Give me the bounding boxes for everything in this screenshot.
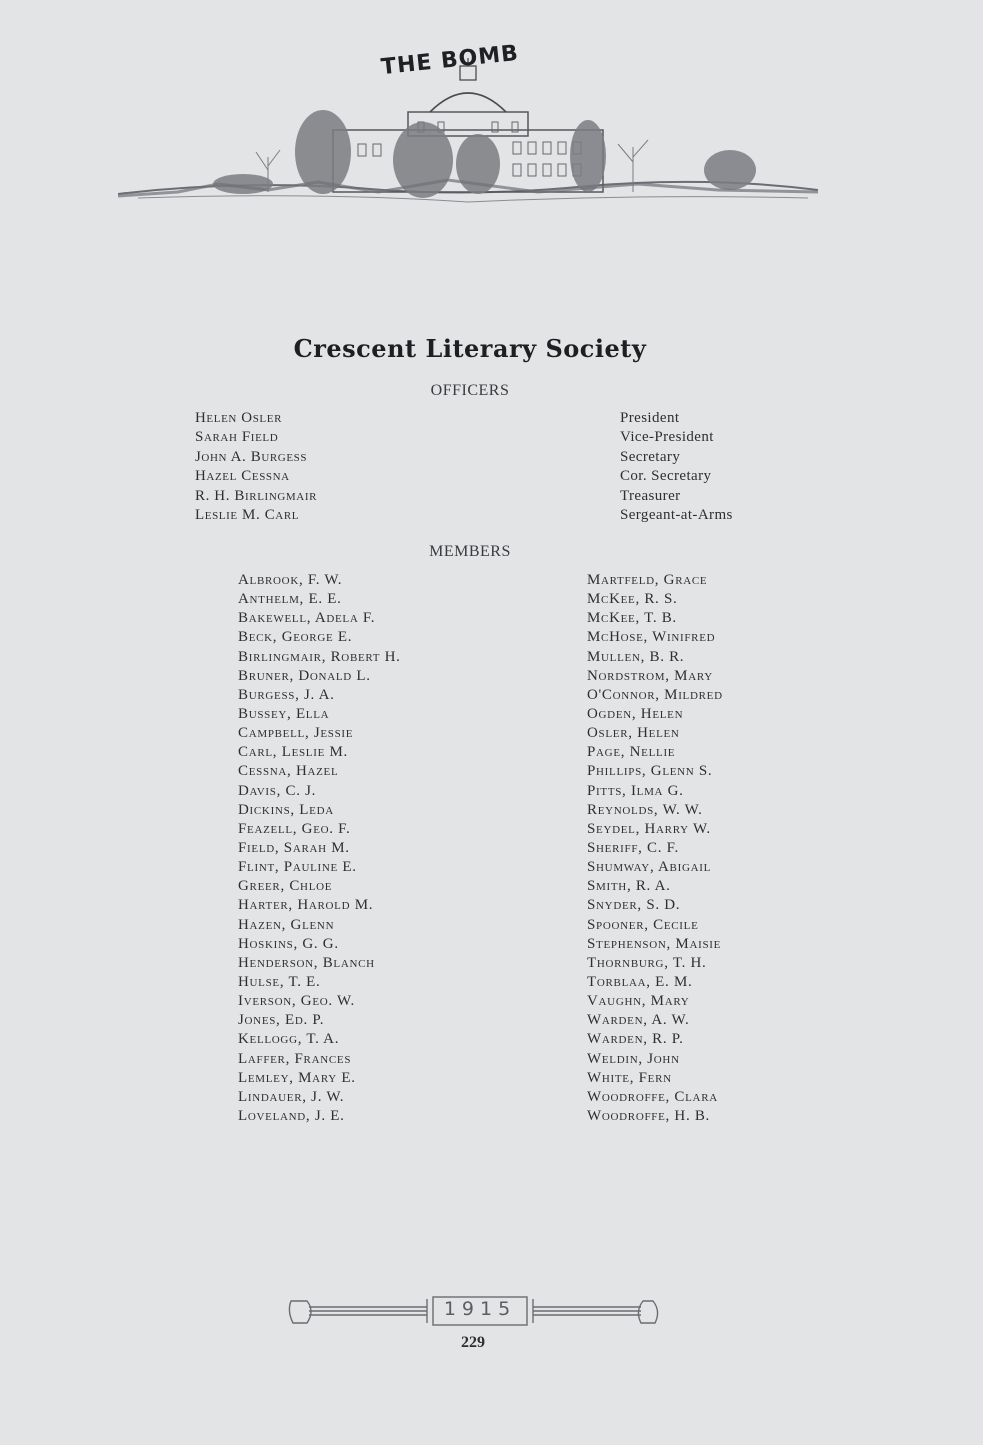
officers-heading: OFFICERS [430,382,510,399]
officer-name: John A. Burgess [195,448,308,465]
officer-role: President [620,410,680,426]
officer-roles-column [620,409,733,525]
member-name: Iverson, Geo. W. [238,993,355,1010]
members-heading: MEMBERS [429,543,511,560]
officer-name: Hazel Cessna [195,468,290,485]
officer-name: R. H. Birlingmair [195,487,318,504]
officer-name: Sarah Field [195,429,279,446]
members-left-column [238,571,401,1126]
member-name: Campbell, Jessie [238,725,354,742]
member-name: Lemley, Mary E. [238,1069,356,1086]
yearbook-title: THE BOMB [379,40,521,81]
member-name: Feazell, Geo. F. [238,820,351,837]
member-name: Spooner, Cecile [587,916,699,933]
member-name: Thornburg, T. H. [587,954,707,971]
member-name: Warden, R. P. [587,1031,684,1048]
member-name: Page, Nellie [587,744,676,761]
member-name: McKee, T. B. [587,610,677,627]
member-name: Cessna, Hazel [238,763,339,780]
member-name: Osler, Helen [587,725,680,742]
member-name: Torblaa, E. M. [587,973,693,990]
member-name: Warden, A. W. [587,1012,690,1029]
member-name: Bruner, Donald L. [238,667,371,684]
member-name: McKee, R. S. [587,591,678,608]
member-name: McHose, Winifred [587,629,716,646]
member-name: Seydel, Harry W. [587,820,711,837]
member-name: Sheriff, C. F. [587,839,679,856]
member-name: Henderson, Blanch [238,954,375,971]
member-name: Nordstrom, Mary [587,667,713,684]
society-title: Crescent Literary Society [293,334,647,363]
member-name: Beck, George E. [238,629,353,646]
member-name: Hulse, T. E. [238,973,321,990]
member-name: Shumway, Abigail [587,859,712,876]
member-name: Hoskins, G. G. [238,935,339,952]
page-number: 229 [461,1334,485,1351]
member-name: Reynolds, W. W. [587,801,703,818]
member-name: Ogden, Helen [587,705,684,722]
member-name: Snyder, S. D. [587,897,681,914]
member-name: Harter, Harold M. [238,897,374,914]
member-name: Martfeld, Grace [587,572,708,588]
member-name: Burgess, J. A. [238,686,335,703]
member-name: White, Fern [587,1069,672,1086]
member-name: Laffer, Frances [238,1050,352,1067]
member-name: Pitts, Ilma G. [587,782,684,799]
member-name: Stephenson, Maisie [587,935,722,952]
member-name: Weldin, John [587,1050,680,1067]
campus-building-illustration [118,52,818,212]
member-name: Mullen, B. R. [587,648,685,665]
member-name: Davis, C. J. [238,782,317,799]
member-name: Flint, Pauline E. [238,859,357,876]
officer-role: Secretary [620,448,681,465]
member-name: Carl, Leslie M. [238,744,348,761]
officer-name: Leslie M. Carl [195,506,300,523]
member-name: Loveland, J. E. [238,1107,345,1124]
footer-year: 1915 [443,1298,517,1320]
member-name: Anthelm, E. E. [238,591,342,608]
members-right-column [587,571,723,1126]
member-name: Woodroffe, Clara [587,1088,718,1105]
officer-names-column [195,409,317,525]
member-name: Bussey, Ella [238,705,330,722]
member-name: Field, Sarah M. [238,839,350,856]
member-name: Greer, Chloe [238,878,333,895]
member-name: Kellogg, T. A. [238,1031,340,1048]
member-name: Woodroffe, H. B. [587,1107,711,1124]
officer-role: Cor. Secretary [620,468,712,485]
member-name: O'Connor, Mildred [587,686,723,703]
member-name: Hazen, Glenn [238,916,335,933]
member-name: Smith, R. A. [587,878,671,895]
officer-role: Treasurer [620,487,681,504]
member-name: Albrook, F. W. [238,572,343,588]
officer-name: Helen Osler [195,410,283,426]
member-name: Birlingmair, Robert H. [238,648,401,665]
member-name: Phillips, Glenn S. [587,763,713,780]
member-name: Dickins, Leda [238,801,334,818]
member-name: Lindauer, J. W. [238,1088,345,1105]
officer-role: Sergeant-at-Arms [620,506,733,523]
member-name: Bakewell, Adela F. [238,610,376,627]
officer-role: Vice-President [620,429,714,446]
member-name: Jones, Ed. P. [238,1012,325,1029]
member-name: Vaughn, Mary [587,993,690,1010]
